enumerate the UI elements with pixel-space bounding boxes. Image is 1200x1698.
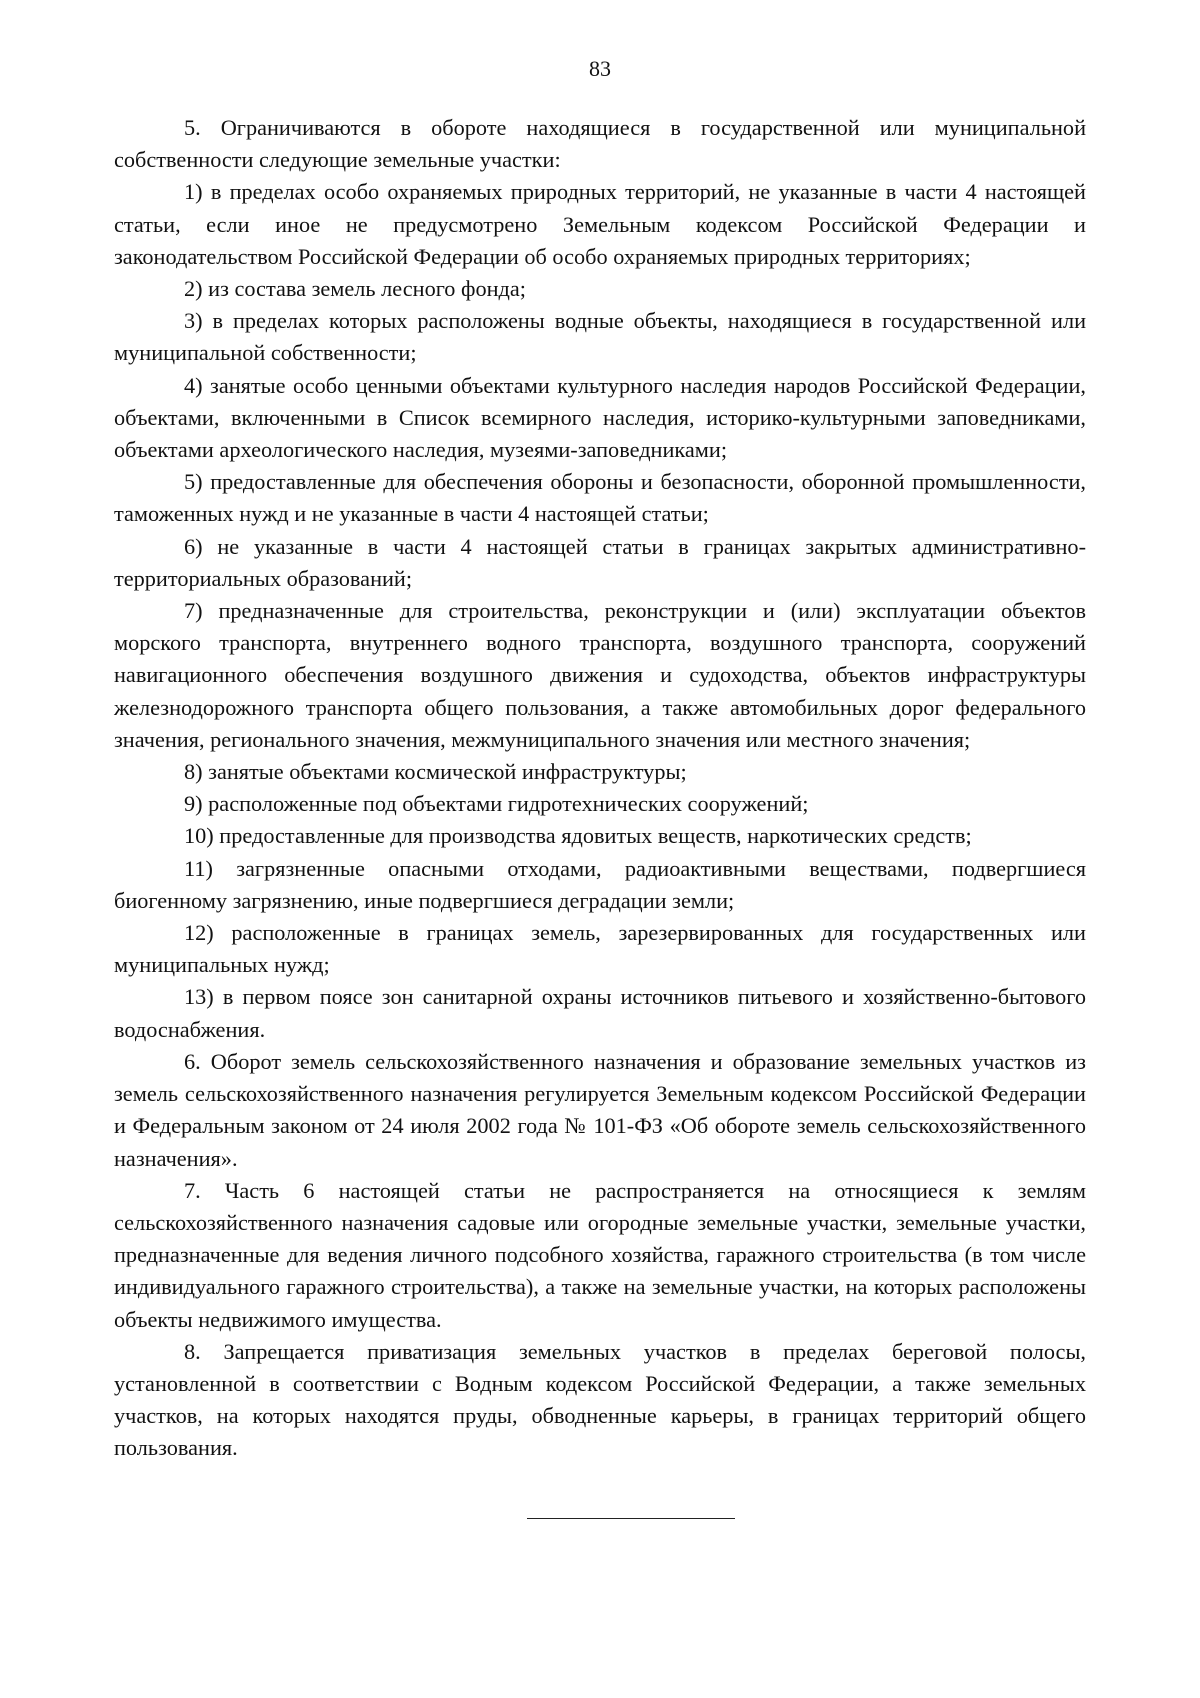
list-item-12: 12) расположенные в границах земель, зарезервированных для государственных или муниципальных нужд; <box>114 920 1086 978</box>
list-item-5: 5) предоставленные для обеспечения обороны и безопасности, оборонной промышленности, таможенных нужд и не указанные в части 4 настоящей статьи; <box>114 469 1086 527</box>
paragraph-8: 8. Запрещается приватизация земельных участков в пределах береговой полосы, установленной в соответствии с Водным кодексом Российской Федерации, а также земельных участков, на которых находятся пруды, обводненные карьеры, в границах территорий общего пользования. <box>114 1338 1086 1461</box>
end-divider <box>527 1518 735 1519</box>
list-item-7: 7) предназначенные для строительства, реконструкции и (или) эксплуатации объектов морского транспорта, внутреннего водного транспорта, воздушного транспорта, сооружений навигационного обеспечения воздушного движения и судоходства, объектов инфраструктуры железнодорожного транспорта общего пользования, а также автомобильных дорог федерального значения, регионального значения, межмуниципального значения или местного значения; <box>114 598 1086 752</box>
list-item-10: 10) предоставленные для производства ядовитых веществ, наркотических средств; <box>184 823 972 849</box>
list-item-8: 8) занятые объектами космической инфраструктуры; <box>184 759 687 785</box>
list-item-4: 4) занятые особо ценными объектами культурного наследия народов Российской Федерации, объектами, включенными в Список всемирного наследия, историко-культурными заповедниками, объектами археологического наследия, музеями-заповедниками; <box>114 372 1086 463</box>
list-item-11: 11) загрязненные опасными отходами, радиоактивными веществами, подвергшиеся биогенному загрязнению, иные подвергшиеся деградации земли; <box>114 855 1086 913</box>
paragraph-5: 5. Ограничиваются в обороте находящиеся в государственной или муниципальной собственности следующие земельные участки: <box>114 115 1086 173</box>
list-item-9: 9) расположенные под объектами гидротехнических сооружений; <box>184 791 809 817</box>
list-item-1: 1) в пределах особо охраняемых природных территорий, не указанные в части 4 настоящей статьи, если иное не предусмотрено Земельным кодексом Российской Федерации и законодательством Российской Федерации об особо охраняемых природных территориях; <box>114 179 1086 269</box>
paragraph-7: 7. Часть 6 настоящей статьи не распространяется на относящиеся к землям сельскохозяйственного назначения садовые или огородные земельные участки, земельные участки, предназначенные для ведения личного подсобного хозяйства, гаражного строительства (в том числе индивидуального гаражного строительства), а также на земельные участки, на которых расположены объекты недвижимого имущества. <box>114 1177 1086 1332</box>
list-item-3: 3) в пределах которых расположены водные объекты, находящиеся в государственной или муниципальной собственности; <box>114 308 1086 366</box>
page-number: 83 <box>589 56 611 81</box>
list-item-13: 13) в первом поясе зон санитарной охраны источников питьевого и хозяйственно-бытового водоснабжения. <box>114 984 1086 1042</box>
document-body <box>114 112 1086 1465</box>
list-item-2: 2) из состава земель лесного фонда; <box>184 276 526 302</box>
list-item-6: 6) не указанные в части 4 настоящей статьи в границах закрытых административно-территориальных образований; <box>114 533 1086 591</box>
paragraph-6: 6. Оборот земель сельскохозяйственного назначения и образование земельных участков из земель сельскохозяйственного назначения регулируется Земельным кодексом Российской Федерации и Федеральным законом от 24 июля 2002 года № 101-ФЗ «Об обороте земель сельскохозяйственного назначения». <box>114 1048 1086 1171</box>
